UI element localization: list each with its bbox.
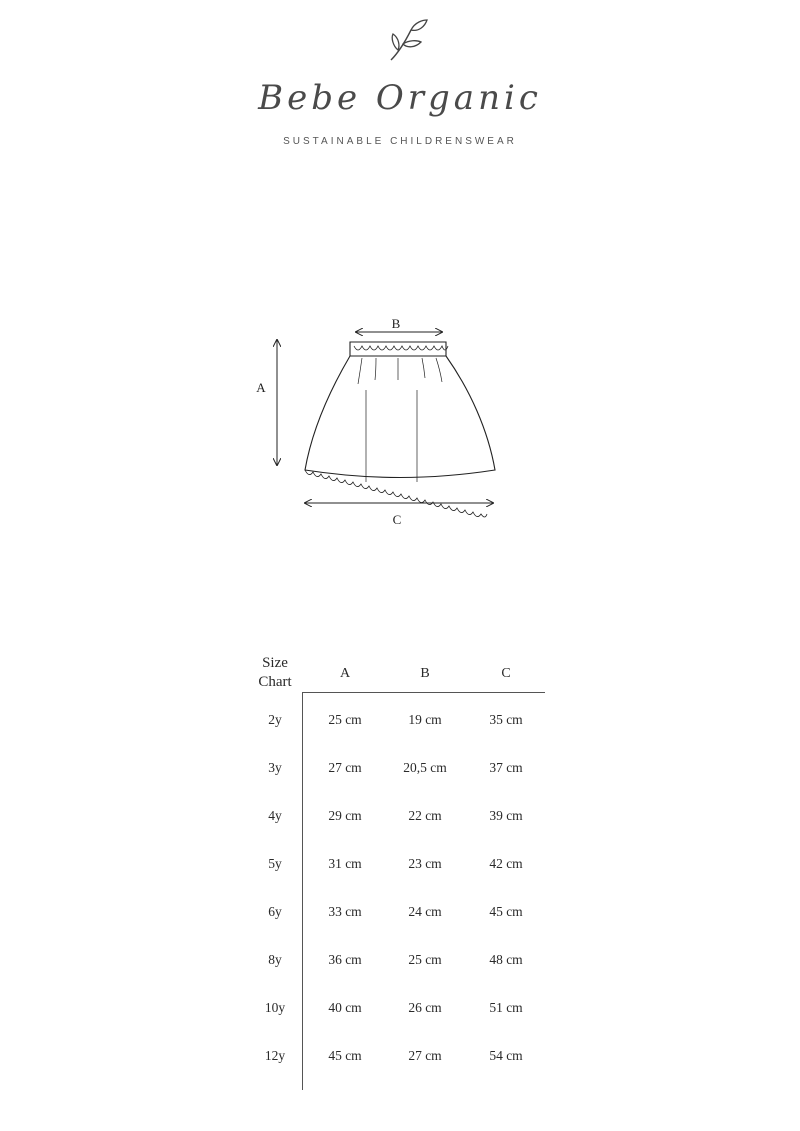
table-row	[250, 808, 550, 828]
measure-b-cell: 23 cm	[408, 856, 442, 871]
column-header-a: A	[339, 666, 351, 681]
measure-c-cell: 45 cm	[489, 904, 523, 919]
leaf-sprig-icon	[385, 18, 433, 64]
measure-b-label: B	[391, 316, 401, 331]
measure-a-cell: 27 cm	[328, 760, 362, 775]
size-cell: 12y	[264, 1048, 286, 1063]
measure-b-cell: 27 cm	[408, 1048, 442, 1063]
measure-a-cell: 36 cm	[328, 952, 362, 967]
size-cell: 6y	[268, 904, 282, 919]
measure-a-cell: 33 cm	[328, 904, 362, 919]
table-row	[250, 712, 550, 732]
column-header-b: B	[420, 666, 430, 681]
measure-b-cell: 20,5 cm	[403, 760, 447, 775]
size-column-divider	[302, 692, 303, 1090]
table-row	[250, 856, 550, 876]
measure-b-cell: 26 cm	[408, 1000, 442, 1015]
table-row	[250, 1048, 550, 1068]
brand-name: Bebe Organic	[258, 78, 542, 118]
column-header-c: C	[501, 666, 511, 681]
size-chart-title-line1: Size	[262, 655, 288, 671]
size-cell: 3y	[268, 760, 282, 775]
size-chart-title-line2: Chart	[258, 674, 292, 690]
skirt-measurement-diagram	[250, 310, 530, 540]
table-row	[250, 1000, 550, 1020]
measure-c-cell: 42 cm	[489, 856, 523, 871]
measure-c-cell: 48 cm	[489, 952, 523, 967]
size-cell: 10y	[264, 1000, 286, 1015]
size-chart-title	[250, 654, 300, 692]
measure-c-cell: 51 cm	[489, 1000, 523, 1015]
table-row	[250, 952, 550, 972]
measure-a-label: A	[256, 380, 266, 395]
brand-tagline: SUSTAINABLE CHILDRENSWEAR	[283, 136, 517, 147]
measure-b-cell: 24 cm	[408, 904, 442, 919]
measure-c-cell: 37 cm	[489, 760, 523, 775]
measure-a-cell: 45 cm	[328, 1048, 362, 1063]
header-divider	[302, 692, 545, 693]
size-cell: 2y	[268, 712, 282, 727]
measure-c-cell: 39 cm	[489, 808, 523, 823]
measure-b-cell: 19 cm	[408, 712, 442, 727]
measure-c-label: C	[392, 512, 402, 527]
table-row	[250, 760, 550, 780]
size-cell: 4y	[268, 808, 282, 823]
measure-c-cell: 54 cm	[489, 1048, 523, 1063]
size-cell: 8y	[268, 952, 282, 967]
table-row	[250, 904, 550, 924]
measure-a-cell: 31 cm	[328, 856, 362, 871]
size-cell: 5y	[268, 856, 282, 871]
measure-b-cell: 22 cm	[408, 808, 442, 823]
measure-a-cell: 29 cm	[328, 808, 362, 823]
measure-a-cell: 25 cm	[328, 712, 362, 727]
skirt-body	[305, 356, 495, 478]
measure-a-cell: 40 cm	[328, 1000, 362, 1015]
measure-c-cell: 35 cm	[489, 712, 523, 727]
measure-b-cell: 25 cm	[408, 952, 442, 967]
